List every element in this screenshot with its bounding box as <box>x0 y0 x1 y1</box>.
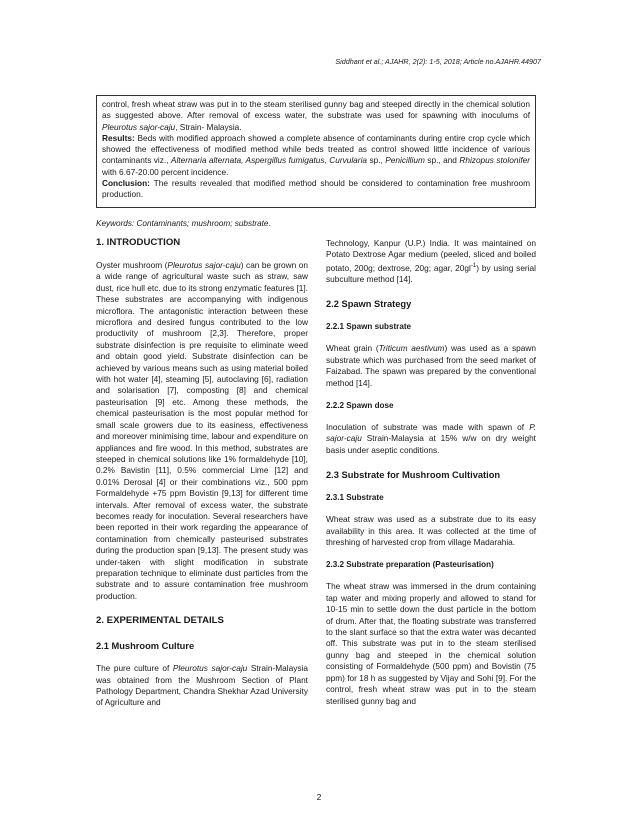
substrate-heading: 2.3.1 Substrate <box>326 493 384 503</box>
abstract-box <box>96 95 536 208</box>
substrate-paragraph: Wheat straw was used as a substrate due to its easy availability in this area. It was collected at the time of threshing of harvested crop from village Madarahia. <box>326 514 536 548</box>
left-column <box>96 237 308 709</box>
intro-paragraph: Oyster mushroom (Pleurotus sajor-caju) can be grown on a wide range of agricultural waste such as straw, saw dust, rice hull etc. due to its strong enzymatic features [1]. These substrates are accompanying with indigenous microflora. The antagonistic interaction between these microflora and desired fungus contributed to the low productivity of mushroom [2,3]. Therefore, proper substrate disinfection is pre requisite to eliminate weed and obtain good yield. Substrate disinfection can be achieved by various means such as using material boiled with hot water [4], steaming [5], autoclaving [6], radiation and solarisation [7], composting [8] and chemical pasteurisation [9] etc. Among these methods, the chemical pasteurisation is the most popular method for small scale growers due to its easiness, effectiveness and moreover minimising time, labour and expenditure on appliances and fire wood. In this method, substrates are steeped in chemical solutions like 1% formaldehyde [10], 0.2% Bavistin [11], 0.5% commercial Lime [12] and 0.01% Derosal [4] or their combinations viz., 500 ppm Formaldehyde +75 ppm Bovistin [9,13] for different time intervals. After removal of excess water, the substrate becomes ready for inoculation. Several researchers have been reported in their work regarding the appearance of contamination from chemically pasteurised substrates during the production span [9,13]. The present study was under-taken with slight modification in substrate preparation technique to eliminate dust particles from the substrate and to assure contamination free mushroom production. <box>96 260 308 601</box>
substrate-prep-heading: 2.3.2 Substrate preparation (Pasteurisation) <box>326 560 494 570</box>
culture-heading: 2.1 Mushroom Culture <box>96 641 195 652</box>
cultivation-heading: 2.3 Substrate for Mushroom Cultivation <box>326 470 501 481</box>
running-header: Siddhant et al.; AJAHR, 2(2): 1-5, 2018; Article no.AJAHR.44907 <box>335 57 541 66</box>
experimental-heading: 2. EXPERIMENTAL DETAILS <box>96 615 224 627</box>
abstract-conclusion: Conclusion: The results revealed that modified method should be considered to contamination free mushroom production. <box>102 178 530 200</box>
culture-paragraph-start: The pure culture of Pleurotus sajor-caju Strain-Malaysia was obtained from the Mushroom Section of Plant Pathology Department, Chandra Shekhar Azad University of Agriculture and <box>96 663 308 708</box>
spawn-substrate-paragraph: Wheat grain (Triticum aestivum) was used as a spawn substrate which was purchased from the seed market of Faizabad. The spawn was prepared by the conventional method [14]. <box>326 343 536 388</box>
page-number: 2 <box>316 792 322 802</box>
culture-paragraph-end: Technology, Kanpur (U.P.) India. It was maintained on Potato Dextrose Agar medium (peeled, sliced and boiled potato, 200g; dextrose, 20g; agar, $20gl^{-1}$) by using serial subculture method [14]. <box>326 238 536 284</box>
spawn-dose-paragraph: Inoculation of substrate was made with spawn of P. sajor-caju Strain-Malaysia at 15% w/w on dry weight basis under aseptic conditions. <box>326 422 536 455</box>
spawn-dose-heading: 2.2.2 Spawn dose <box>326 401 394 411</box>
abstract-results: Results: Beds with modified approach showed a complete absence of contaminants during entire crop cycle which showed the effectiveness of modified method while beds treated as control showed little incidence of various contaminants viz., Alternaria alternata, Aspergillus fumigatus, Curvularia sp., Penicillium sp., and Rhizopus stolonifer with 6.67-20.00 percent incidence. <box>102 132 531 177</box>
abstract-methods: control, fresh wheat straw was put in to the steam sterilised gunny bag and steeped directly in the chemical solution as suggested above. After removal of excess water, the substrate was used for spawning with inoculums of Pleurotus sajor-caju, Strain- Malaysia. <box>102 99 530 132</box>
spawn-substrate-heading: 2.2.1 Spawn substrate <box>326 322 412 332</box>
intro-heading: 1. INTRODUCTION <box>96 237 181 248</box>
keywords: Keywords: Contaminants; mushroom; substrate. <box>96 219 271 228</box>
substrate-prep-paragraph: The wheat straw was immersed in the drum containing tap water and mixing properly and allowed to stand for 10-15 min to settle down the dust particle in the bottom of drum. After that, the floating substrate was transferred to the slant surface so that the extra water was decanted off. This substrate was put in to the steam sterilised gunny bag and steeped in the chemical solution consisting of Formaldehyde (500 ppm) and Bovistin (75 ppm) for 18 h as suggested by Vijay and Sohi [9]. For the control, fresh wheat straw was put in to the steam sterilised gunny bag and <box>326 581 536 706</box>
spawn-strategy-heading: 2.2 Spawn Strategy <box>326 299 412 310</box>
right-column <box>326 238 536 707</box>
